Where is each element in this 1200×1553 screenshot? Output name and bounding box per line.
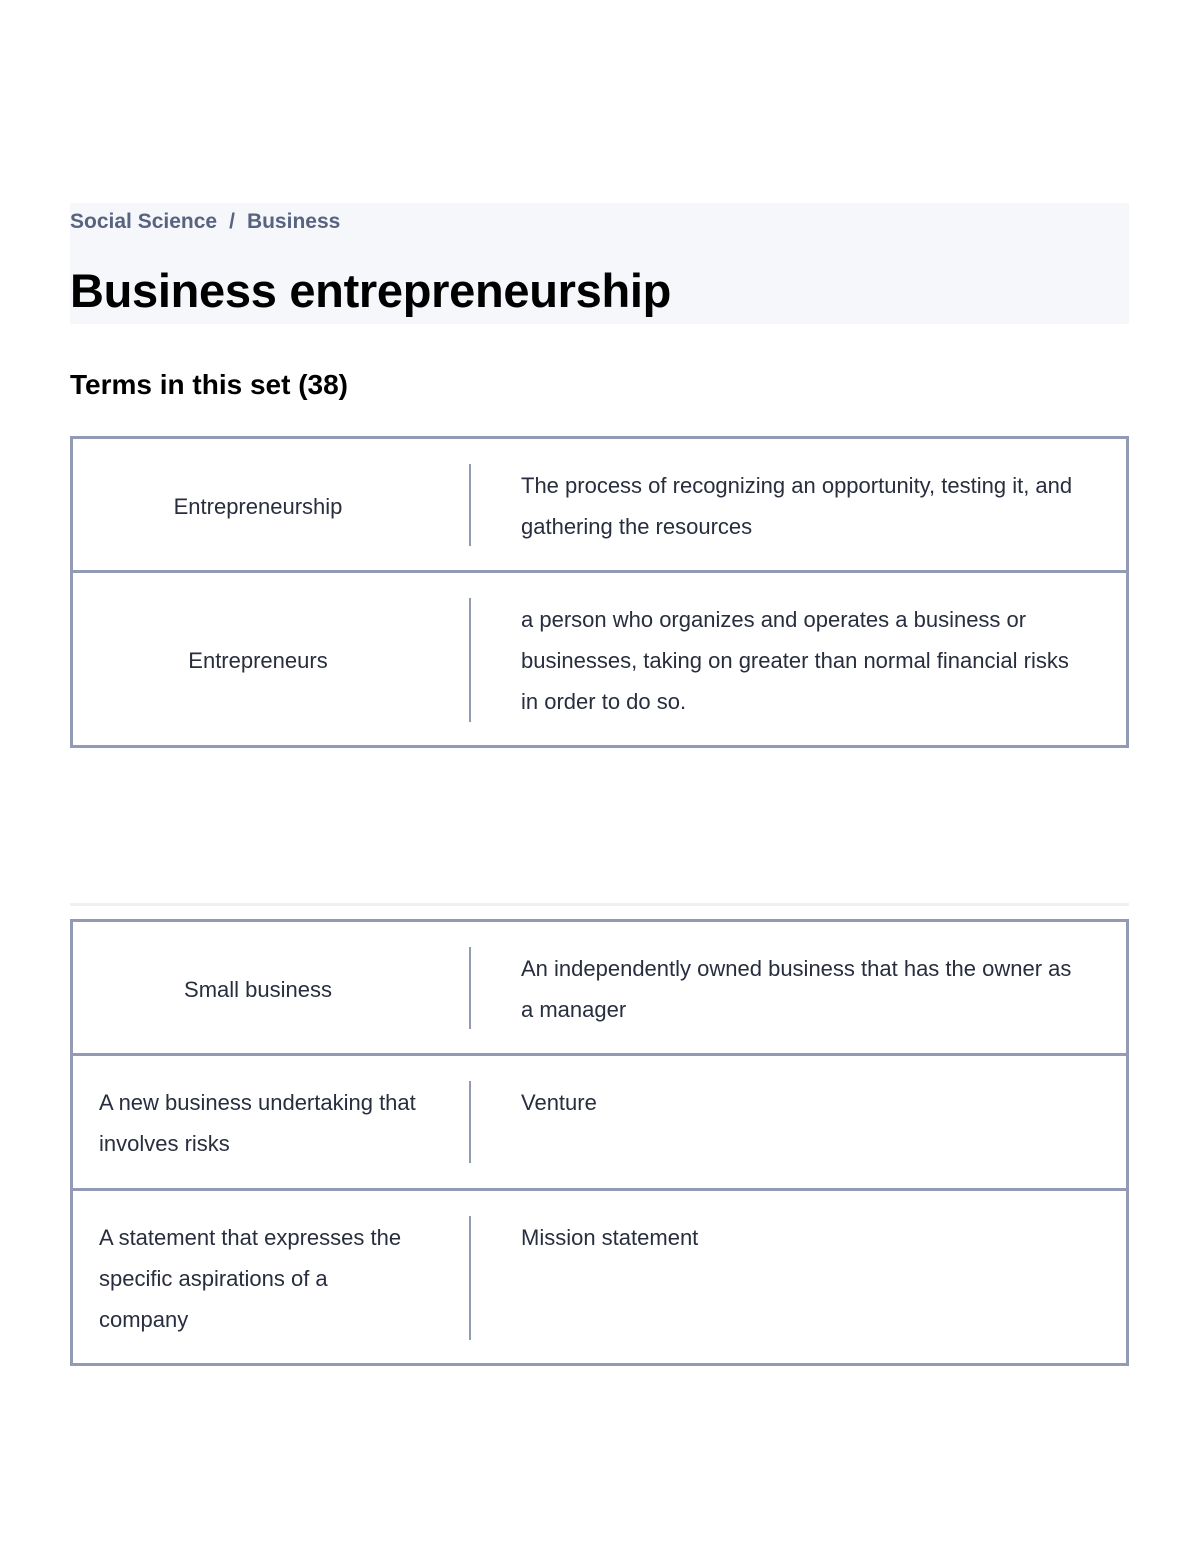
set-header xyxy=(70,203,1129,324)
definition-text: Mission statement xyxy=(521,1225,699,1250)
definition-text: An independently owned business that has the owner as a manager xyxy=(521,956,1072,1022)
breadcrumb-separator: / xyxy=(229,210,235,233)
breadcrumb-business-link[interactable]: Business xyxy=(246,210,341,233)
definition-text: a person who organizes and operates a business or businesses, taking on greater than normal financial risks in order to do so. xyxy=(521,607,1069,714)
row-divider xyxy=(469,1081,471,1163)
terms-card-group xyxy=(70,436,1129,748)
row-divider xyxy=(469,464,471,546)
term-text: Small business xyxy=(184,977,332,1002)
definition-text: The process of recognizing an opportunity, testing it, and gathering the resources xyxy=(521,473,1073,539)
row-divider xyxy=(469,598,471,722)
breadcrumb-social-science-link[interactable]: Social Science xyxy=(70,210,218,233)
row-divider xyxy=(469,947,471,1029)
breadcrumb xyxy=(70,208,340,236)
page-title: Business entrepreneurship xyxy=(70,264,672,317)
term-row xyxy=(73,573,1126,745)
term-text: A new business undertaking that involves risks xyxy=(99,1090,416,1156)
definition-text: Venture xyxy=(521,1090,597,1115)
terms-heading: Terms in this set (38) xyxy=(70,369,349,400)
term-text: Entrepreneurs xyxy=(188,648,328,673)
term-row xyxy=(73,439,1126,573)
page-break-divider xyxy=(70,903,1129,906)
term-row xyxy=(73,1056,1126,1191)
term-row xyxy=(73,1191,1126,1363)
term-text: A statement that expresses the specific aspirations of a company xyxy=(99,1225,402,1332)
row-divider xyxy=(469,1216,471,1340)
term-text: Entrepreneurship xyxy=(173,494,343,519)
terms-card-group xyxy=(70,919,1129,1366)
term-row xyxy=(73,922,1126,1056)
